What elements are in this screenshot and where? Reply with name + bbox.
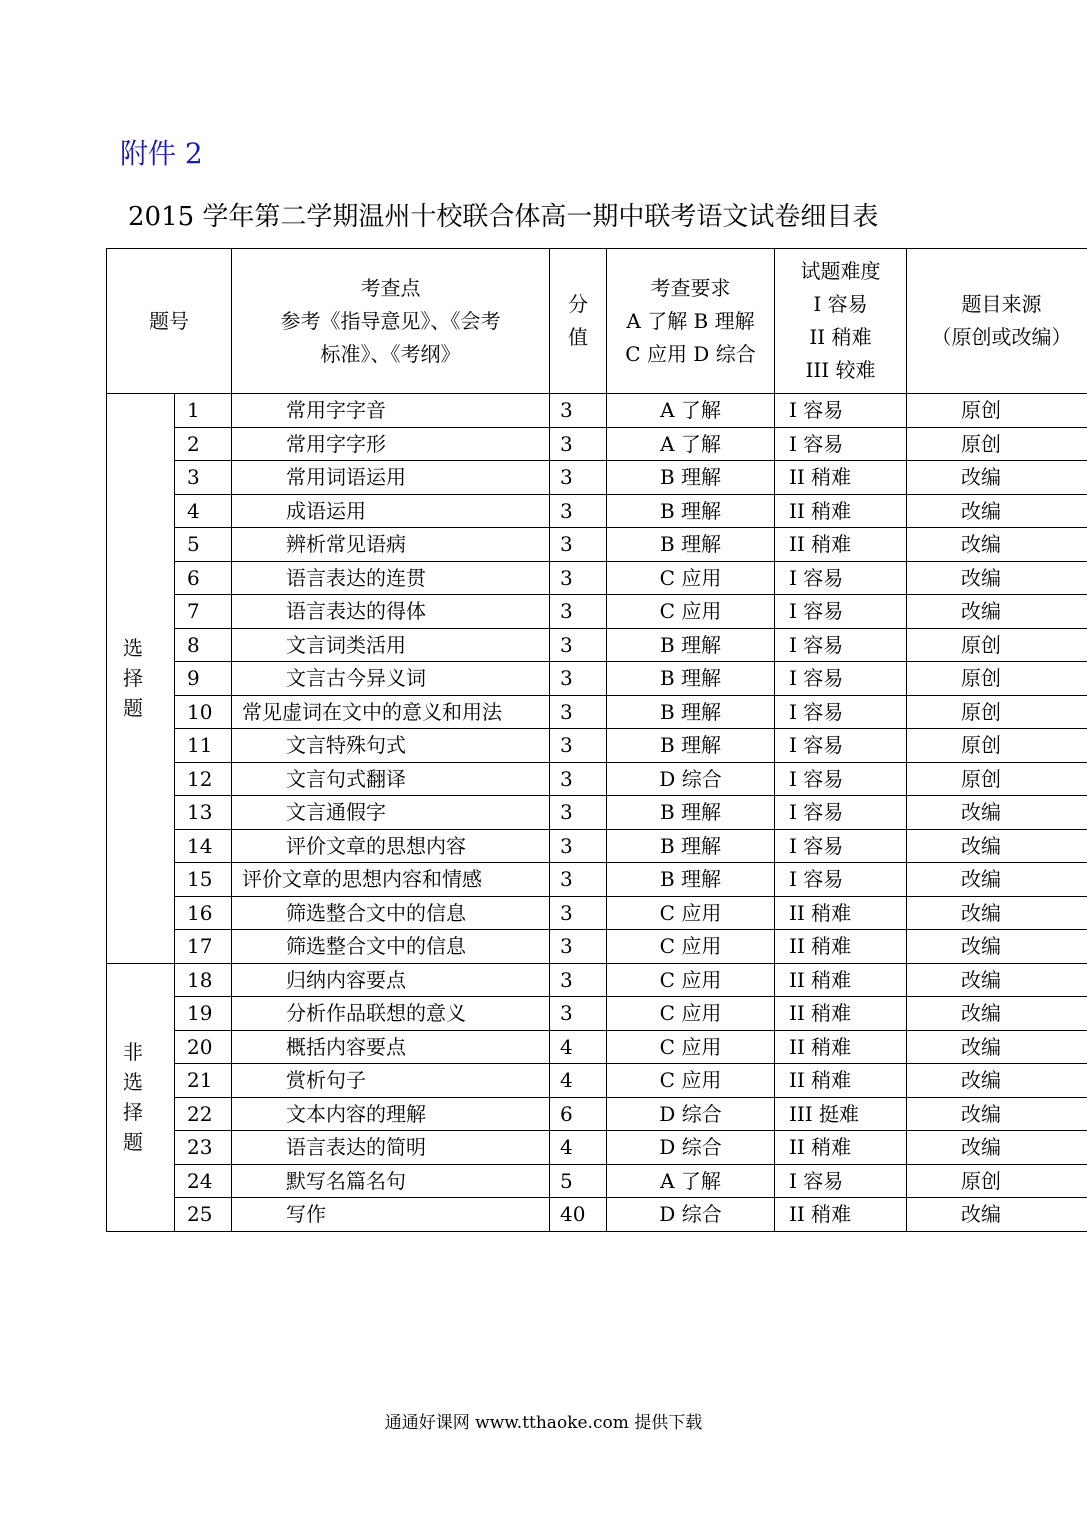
question-number: 6 [175,561,232,595]
question-source: 改编 [907,494,1087,528]
exam-point: 常用词语运用 [232,461,550,495]
question-source: 改编 [907,829,1087,863]
question-number: 22 [175,1097,232,1131]
header-difficulty-line: II 稍难 [809,325,872,349]
question-source: 改编 [907,1097,1087,1131]
table-row [107,561,1087,595]
difficulty-level: I 容易 [775,662,907,696]
table-row [107,796,1087,830]
table-row [107,427,1087,461]
score-value: 3 [550,528,607,562]
requirement-level: D 综合 [607,1131,775,1165]
score-value: 3 [550,930,607,964]
difficulty-level: II 稍难 [775,1198,907,1232]
page-title: 2015 学年第二学期温州十校联合体高一期中联考语文试卷细目表 [128,202,879,232]
table-row [107,461,1087,495]
table-row [107,997,1087,1031]
score-value: 3 [550,796,607,830]
exam-point: 默写名篇名句 [232,1164,550,1198]
question-number: 19 [175,997,232,1031]
difficulty-level: II 稍难 [775,930,907,964]
table-row [107,1164,1087,1198]
question-source: 改编 [907,461,1087,495]
exam-point: 评价文章的思想内容 [232,829,550,863]
score-value: 3 [550,561,607,595]
score-value: 3 [550,628,607,662]
requirement-level: B 理解 [607,662,775,696]
score-value: 5 [550,1164,607,1198]
score-value: 6 [550,1097,607,1131]
requirement-level: C 应用 [607,963,775,997]
group-label-char: 择 [123,666,143,691]
exam-point: 评价文章的思想内容和情感 [232,863,550,897]
table-row [107,528,1087,562]
question-source: 原创 [907,394,1087,428]
difficulty-level: I 容易 [775,796,907,830]
difficulty-level: II 稍难 [775,494,907,528]
score-value: 3 [550,662,607,696]
question-number: 7 [175,595,232,629]
table-row [107,394,1087,428]
question-number: 18 [175,963,232,997]
exam-point: 概括内容要点 [232,1030,550,1064]
score-value: 3 [550,729,607,763]
header-score-line: 值 [568,325,588,349]
table-body [107,394,1087,1232]
header-difficulty [775,249,907,394]
group-label-char: 题 [123,1130,143,1154]
requirement-level: C 应用 [607,1064,775,1098]
header-requirement-line: A 了解 B 理解 [626,308,755,333]
score-value: 3 [550,896,607,930]
exam-point: 常见虚词在文中的意义和用法 [232,695,550,729]
group-label-char: 选 [123,636,143,661]
requirement-level: B 理解 [607,695,775,729]
requirement-level: B 理解 [607,461,775,495]
question-number: 16 [175,896,232,930]
requirement-level: C 应用 [607,896,775,930]
question-source: 原创 [907,427,1087,461]
table-row [107,494,1087,528]
question-number: 25 [175,1198,232,1232]
table-row [107,595,1087,629]
question-number: 24 [175,1164,232,1198]
header-number: 题号 [107,249,232,394]
question-source: 改编 [907,528,1087,562]
requirement-level: D 综合 [607,762,775,796]
requirement-level: B 理解 [607,528,775,562]
question-source: 改编 [907,930,1087,964]
header-difficulty-line: 试题难度 [800,259,881,283]
question-number: 14 [175,829,232,863]
question-number: 8 [175,628,232,662]
question-number: 13 [175,796,232,830]
table-row [107,863,1087,897]
header-point-line: 考查点 [360,275,421,300]
question-number: 10 [175,695,232,729]
exam-point: 辨析常见语病 [232,528,550,562]
requirement-level: C 应用 [607,997,775,1031]
group-label-char: 非 [123,1040,143,1064]
group-label [107,394,175,964]
difficulty-level: I 容易 [775,628,907,662]
table-row [107,1198,1087,1232]
header-requirement-line: 考查要求 [650,275,731,300]
exam-point: 语言表达的得体 [232,595,550,629]
footer-credit: 通通好课网 www.tthaoke.com 提供下载 [384,1413,703,1433]
difficulty-level: I 容易 [775,729,907,763]
score-value: 3 [550,461,607,495]
table-row [107,729,1087,763]
exam-point: 常用字字音 [232,394,550,428]
difficulty-level: I 容易 [775,1164,907,1198]
question-source: 原创 [907,628,1087,662]
difficulty-level: II 稍难 [775,528,907,562]
table-row [107,1030,1087,1064]
exam-point: 分析作品联想的意义 [232,997,550,1031]
exam-point: 文言古今异义词 [232,662,550,696]
header-point-line: 参考《指导意见》、《会考 [280,308,501,333]
table-row [107,963,1087,997]
question-source: 改编 [907,863,1087,897]
difficulty-level: II 稍难 [775,1064,907,1098]
group-label-char: 择 [123,1100,143,1124]
table-row [107,762,1087,796]
requirement-level: D 综合 [607,1097,775,1131]
difficulty-level: I 容易 [775,829,907,863]
question-source: 改编 [907,561,1087,595]
question-source: 改编 [907,1030,1087,1064]
question-source: 改编 [907,963,1087,997]
requirement-level: C 应用 [607,930,775,964]
requirement-level: B 理解 [607,829,775,863]
question-source: 改编 [907,595,1087,629]
question-number: 21 [175,1064,232,1098]
difficulty-level: I 容易 [775,427,907,461]
question-number: 23 [175,1131,232,1165]
score-value: 3 [550,963,607,997]
difficulty-level: II 稍难 [775,1131,907,1165]
requirement-level: B 理解 [607,628,775,662]
table-row [107,628,1087,662]
question-number: 9 [175,662,232,696]
table-row [107,695,1087,729]
table-row [107,662,1087,696]
exam-point: 归纳内容要点 [232,963,550,997]
exam-point: 文本内容的理解 [232,1097,550,1131]
score-value: 3 [550,695,607,729]
question-source: 原创 [907,1164,1087,1198]
question-source: 改编 [907,1131,1087,1165]
score-value: 3 [550,394,607,428]
attachment-label: 附件 2 [120,137,203,170]
difficulty-level: II 稍难 [775,1030,907,1064]
question-number: 12 [175,762,232,796]
table-row [107,896,1087,930]
requirement-level: B 理解 [607,863,775,897]
question-source: 改编 [907,997,1087,1031]
header-difficulty-line: I 容易 [813,292,868,316]
header-source-line: （原创或改编） [931,325,1072,349]
table-row [107,930,1087,964]
requirement-level: B 理解 [607,494,775,528]
requirement-level: C 应用 [607,561,775,595]
requirement-level: B 理解 [607,796,775,830]
exam-point: 赏析句子 [232,1064,550,1098]
difficulty-level: II 稍难 [775,461,907,495]
exam-point: 成语运用 [232,494,550,528]
difficulty-level: I 容易 [775,595,907,629]
requirement-level: D 综合 [607,1198,775,1232]
requirement-level: B 理解 [607,729,775,763]
difficulty-level: I 容易 [775,394,907,428]
question-number: 17 [175,930,232,964]
requirement-level: A 了解 [607,427,775,461]
header-difficulty-line: III 较难 [805,358,876,382]
question-source: 改编 [907,796,1087,830]
question-number: 1 [175,394,232,428]
table-row [107,1131,1087,1165]
exam-point: 筛选整合文中的信息 [232,896,550,930]
score-value: 3 [550,427,607,461]
difficulty-level: II 稍难 [775,896,907,930]
exam-point: 常用字字形 [232,427,550,461]
exam-point: 语言表达的连贯 [232,561,550,595]
header-score-line: 分 [568,292,588,316]
header-point [232,249,550,394]
requirement-level: C 应用 [607,595,775,629]
group-label-char: 选 [123,1070,143,1094]
difficulty-level: II 稍难 [775,963,907,997]
header-point-line: 标准》、《考纲》 [320,341,461,366]
score-value: 3 [550,997,607,1031]
exam-point: 文言特殊句式 [232,729,550,763]
question-source: 改编 [907,1198,1087,1232]
exam-spec-table [106,248,1087,1232]
difficulty-level: I 容易 [775,762,907,796]
exam-point: 语言表达的简明 [232,1131,550,1165]
question-number: 4 [175,494,232,528]
score-value: 3 [550,494,607,528]
header-requirement-line: C 应用 D 综合 [625,341,756,366]
question-source: 原创 [907,762,1087,796]
table-row [107,829,1087,863]
score-value: 4 [550,1131,607,1165]
question-number: 20 [175,1030,232,1064]
requirement-level: A 了解 [607,394,775,428]
requirement-level: A 了解 [607,1164,775,1198]
difficulty-level: I 容易 [775,561,907,595]
header-source-line: 题目来源 [961,292,1042,316]
difficulty-level: II 稍难 [775,997,907,1031]
exam-point: 文言词类活用 [232,628,550,662]
exam-point: 写作 [232,1198,550,1232]
score-value: 4 [550,1064,607,1098]
table-row [107,1064,1087,1098]
exam-point: 筛选整合文中的信息 [232,930,550,964]
question-number: 5 [175,528,232,562]
requirement-level: C 应用 [607,1030,775,1064]
header-row [107,249,1087,394]
question-source: 原创 [907,695,1087,729]
table-row [107,1097,1087,1131]
difficulty-level: I 容易 [775,863,907,897]
question-number: 2 [175,427,232,461]
header-requirement [607,249,775,394]
exam-point: 文言通假字 [232,796,550,830]
group-label-char: 题 [123,696,143,721]
exam-point: 文言句式翻译 [232,762,550,796]
question-source: 改编 [907,896,1087,930]
score-value: 3 [550,863,607,897]
score-value: 3 [550,829,607,863]
question-source: 原创 [907,662,1087,696]
score-value: 3 [550,595,607,629]
question-source: 改编 [907,1064,1087,1098]
question-number: 11 [175,729,232,763]
difficulty-level: III 挺难 [775,1097,907,1131]
group-label [107,963,175,1231]
score-value: 4 [550,1030,607,1064]
difficulty-level: I 容易 [775,695,907,729]
header-score [550,249,607,394]
score-value: 40 [550,1198,607,1232]
question-number: 15 [175,863,232,897]
question-number: 3 [175,461,232,495]
header-source [907,249,1087,394]
score-value: 3 [550,762,607,796]
question-source: 原创 [907,729,1087,763]
